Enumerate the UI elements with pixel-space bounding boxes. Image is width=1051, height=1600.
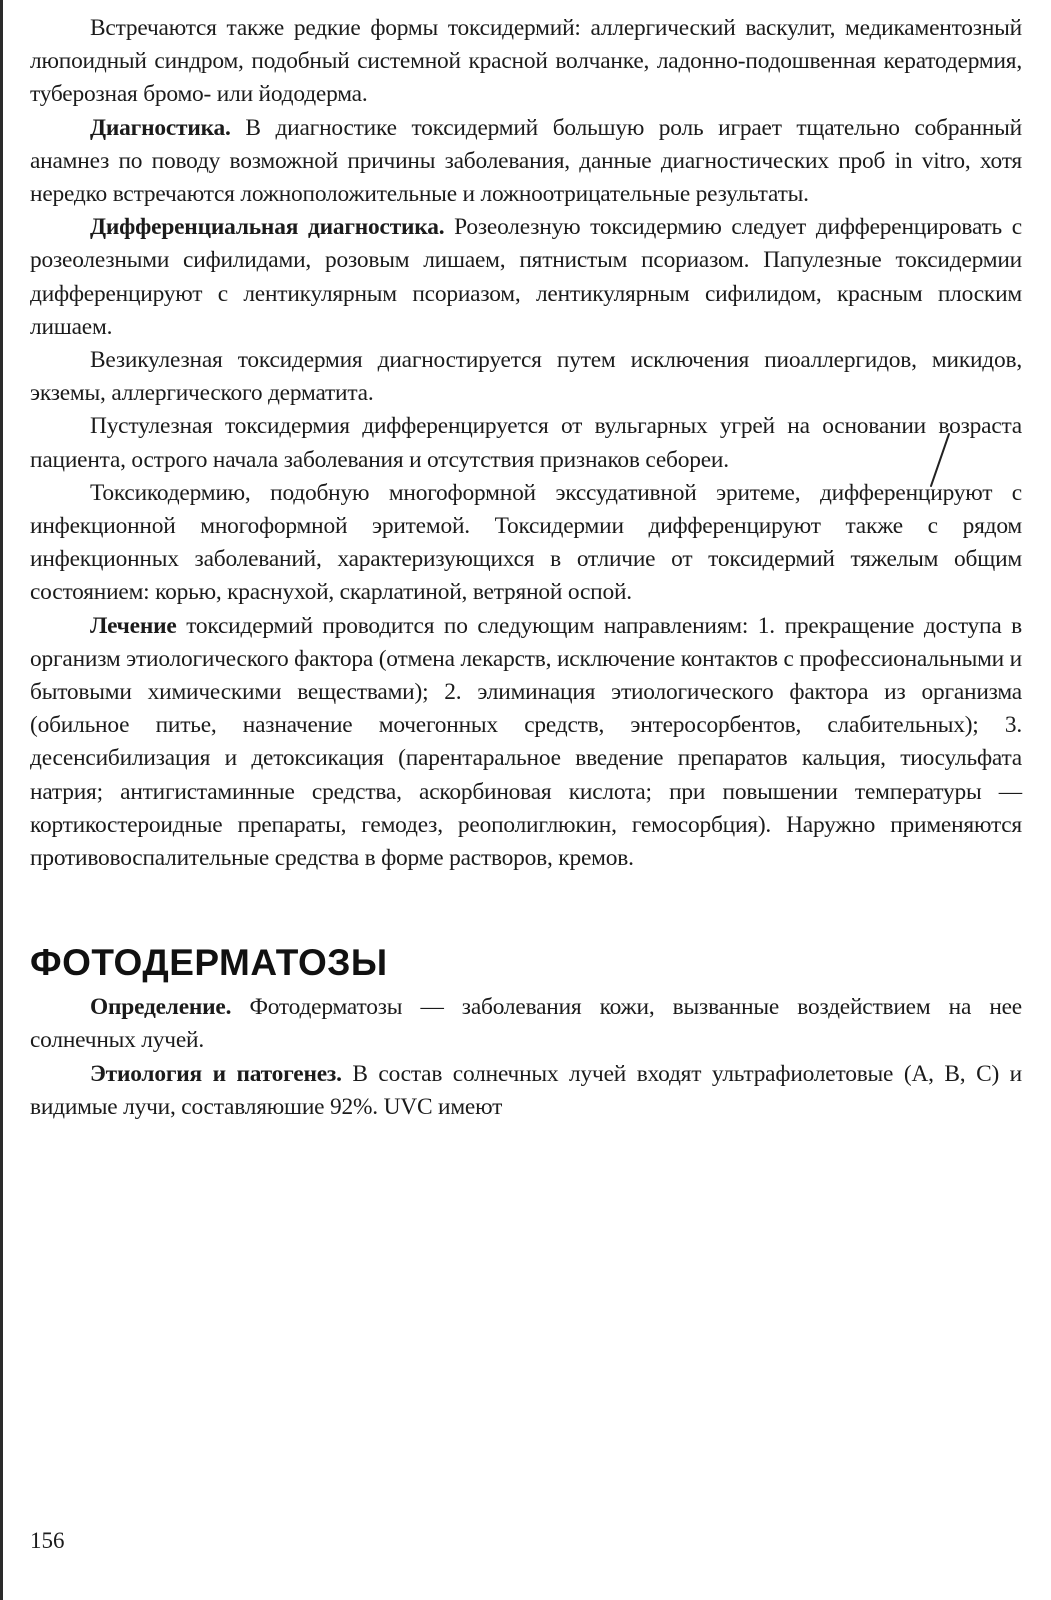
paragraph-text: Токсикодермию, подобную многоформной экссудативной эритеме, дифференцируют с инфекционной многоформной эритемой. Токсидермии дифференцируют также с рядом инфекционных заболеваний, характеризующихся в отличие от токсидермий тяжелым общим состоянием: корью, краснухой, скарлатиной, ветряной оспой. — [30, 479, 1022, 606]
paragraph-lead: Лечение — [90, 612, 177, 639]
paragraph-diagnostics — [30, 112, 1022, 212]
page-edge — [0, 0, 3, 1600]
page-number: 156 — [30, 1528, 65, 1553]
paragraph-pustular — [30, 410, 1022, 476]
paragraph-text: В диагностике токсидермий большую роль играет тщательно собранный анамнез по поводу возможной причины заболевания, данные диагностических проб in vitro, хотя нередко встречаются ложноположительные и ложноотрицательные результаты. — [30, 114, 1022, 208]
paragraph-definition — [30, 991, 1022, 1057]
paragraph-lead: Дифференциальная диагностика. — [90, 214, 445, 241]
paragraph-vesicular — [30, 344, 1022, 410]
paragraph-lead: Определение. — [90, 994, 232, 1021]
page-body — [30, 12, 1022, 1124]
paragraph-text: Розеолезную токсидермию следует дифференцировать с розеолезными сифилидами, розовым лишаем, пятнистым псориазом. Папулезные токсидермии дифференцируют с лентикулярным псориазом, лентикулярным сифилидом, красным плоским лишаем. — [30, 214, 1022, 340]
section-title: ФОТОДЕРМАТОЗЫ — [30, 942, 388, 984]
paragraph-etiology — [30, 1058, 1022, 1124]
paragraph-text: Фотодерматозы — заболевания кожи, вызванные воздействием на нее солнечных лучей. — [30, 994, 1022, 1054]
paragraph-text: Пустулезная токсидермия дифференцируется от вульгарных угрей на основании возраста пациента, острого начала заболевания и отсутствия признаков себореи. — [30, 413, 1022, 473]
paragraph-text: В состав солнечных лучей входят ультрафиолетовые (А, В, С) и видимые лучи, составляюшие 92%. UVC имеют — [30, 1060, 1022, 1120]
paragraph-rare-forms — [30, 12, 1022, 112]
paragraph-text: токсидермий проводится по следующим направлениям: 1. прекращение доступа в организм этиологического фактора (отмена лекарств, исключение контактов с профессиональными и бытовыми химическими веществами); 2. элиминация этиологического фактора из организма (обильное питье, назначение мочегонных средств, энтеросорбентов, слабительных); 3. десенсибилизация и детоксикация (парентаральное введение препаратов кальция, тиосульфата натрия; антигистаминные средства, аскорбиновая кислота; при повышении температуры — кортикостероидные препараты, гемодез, реополиглюкин, гемосорбция). Наружно применяются противовоспалительные средства в форме растворов, кремов. — [30, 612, 1022, 872]
paragraph-differential — [30, 211, 1022, 344]
paragraph-treatment — [30, 610, 1022, 876]
paragraph-erythema — [30, 477, 1022, 610]
paragraph-lead: Этиология и патогенез. — [90, 1060, 342, 1087]
paragraph-lead: Диагностика. — [90, 114, 231, 141]
paragraph-text: Встречаются также редкие формы токсидермий: аллергический васкулит, медикаментозный люпоидный синдром, подобный системной красной волчанке, ладонно-подошвенная кератодермия, туберозная бромо- или йододерма. — [30, 15, 1022, 108]
paragraph-text: Везикулезная токсидермия диагностируется путем исключения пиоаллергидов, микидов, экземы, аллергического дерматита. — [30, 347, 1022, 407]
